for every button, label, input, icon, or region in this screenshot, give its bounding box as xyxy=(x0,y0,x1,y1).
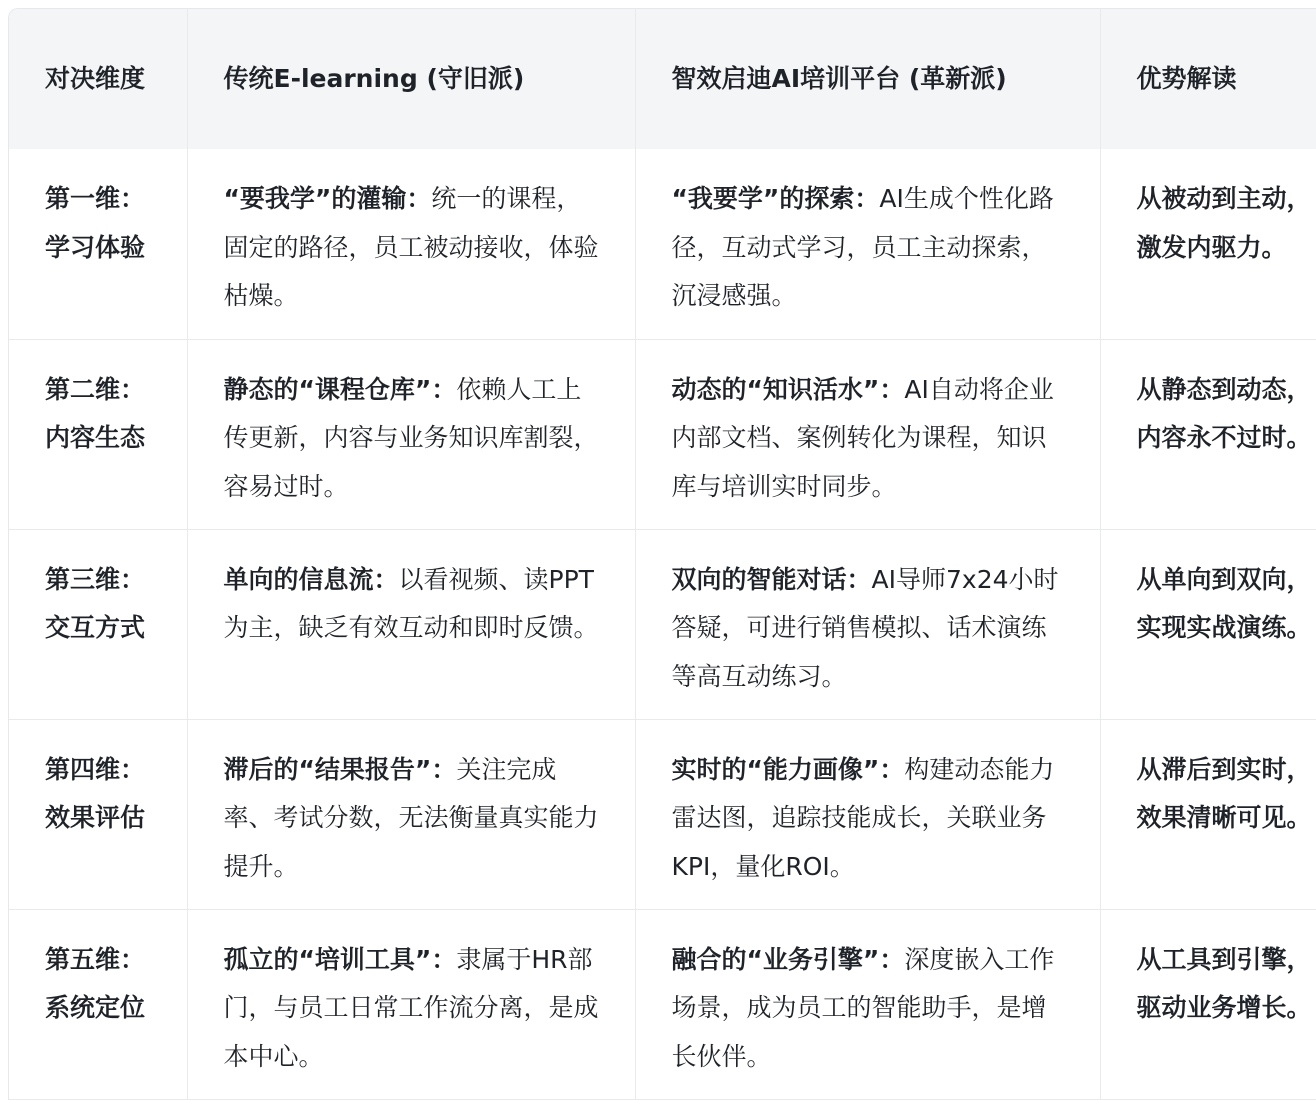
dimension-cell: 第三维：交互方式 xyxy=(9,529,187,719)
ai-text: 深度嵌入工作场景，成为员工的智能助手，是增长伙伴。 xyxy=(671,944,1055,1071)
ai-cell xyxy=(635,719,1100,909)
dimension-cell: 第五维：系统定位 xyxy=(9,909,187,1099)
traditional-text: 统一的课程，固定的路径，员工被动接收，体验枯燥。 xyxy=(223,184,599,310)
header-advantage: 优势解读 xyxy=(1100,9,1316,149)
table-row xyxy=(9,719,1316,909)
header-dimension: 对决维度 xyxy=(9,9,187,149)
dimension-cell: 第一维：学习体验 xyxy=(9,149,187,339)
traditional-cell xyxy=(187,339,635,529)
comparison-table-container xyxy=(8,8,1316,1100)
ai-cell xyxy=(635,149,1100,339)
ai-cell xyxy=(635,909,1100,1099)
header-ai-platform: 智效启迪AI培训平台 (革新派) xyxy=(635,9,1100,149)
ai-text: AI导师7x24小时答疑，可进行销售模拟、话术演练等高互动练习。 xyxy=(671,564,1059,691)
advantage-cell: 从单向到双向，实现实战演练。 xyxy=(1100,529,1316,719)
traditional-text: 隶属于HR部门，与员工日常工作流分离，是成本中心。 xyxy=(223,944,599,1071)
comparison-table xyxy=(9,9,1316,1100)
table-row xyxy=(9,149,1316,339)
ai-lead: 实时的“能力画像”： xyxy=(671,754,905,784)
traditional-cell xyxy=(187,719,635,909)
ai-text: AI自动将企业内部文档、案例转化为课程，知识库与培训实时同步。 xyxy=(671,374,1054,501)
advantage-cell: 从工具到引擎，驱动业务增长。 xyxy=(1100,909,1316,1099)
advantage-cell: 从滞后到实时，效果清晰可见。 xyxy=(1100,719,1316,909)
traditional-lead: 静态的“课程仓库”： xyxy=(223,374,457,404)
dimension-cell: 第二维：内容生态 xyxy=(9,339,187,529)
ai-lead: 双向的智能对话： xyxy=(671,564,872,594)
ai-text: 构建动态能力雷达图，追踪技能成长，关联业务KPI，量化ROI。 xyxy=(671,754,1055,881)
advantage-cell: 从被动到主动，激发内驱力。 xyxy=(1100,149,1316,339)
traditional-text: 以看视频、读PPT为主，缺乏有效互动和即时反馈。 xyxy=(223,564,599,642)
traditional-lead: “要我学”的灌输： xyxy=(223,184,432,213)
ai-lead: 融合的“业务引擎”： xyxy=(671,944,905,974)
traditional-cell xyxy=(187,909,635,1099)
traditional-text: 关注完成率、考试分数，无法衡量真实能力提升。 xyxy=(223,754,599,881)
dimension-cell: 第四维：效果评估 xyxy=(9,719,187,909)
ai-text: AI生成个性化路径，互动式学习，员工主动探索，沉浸感强。 xyxy=(671,184,1054,310)
traditional-lead: 单向的信息流： xyxy=(223,564,399,594)
traditional-text: 依赖人工上传更新，内容与业务知识库割裂，容易过时。 xyxy=(223,374,599,501)
ai-lead: “我要学”的探索： xyxy=(671,184,880,213)
traditional-lead: 孤立的“培训工具”： xyxy=(223,944,457,974)
traditional-cell xyxy=(187,529,635,719)
table-row xyxy=(9,529,1316,719)
table-row xyxy=(9,909,1316,1099)
traditional-lead: 滞后的“结果报告”： xyxy=(223,754,457,784)
traditional-cell xyxy=(187,149,635,339)
table-row xyxy=(9,339,1316,529)
ai-cell xyxy=(635,529,1100,719)
table-header-row xyxy=(9,9,1316,149)
ai-cell xyxy=(635,339,1100,529)
ai-lead: 动态的“知识活水”： xyxy=(671,374,905,404)
header-traditional: 传统E-learning (守旧派) xyxy=(187,9,635,149)
advantage-cell: 从静态到动态，内容永不过时。 xyxy=(1100,339,1316,529)
